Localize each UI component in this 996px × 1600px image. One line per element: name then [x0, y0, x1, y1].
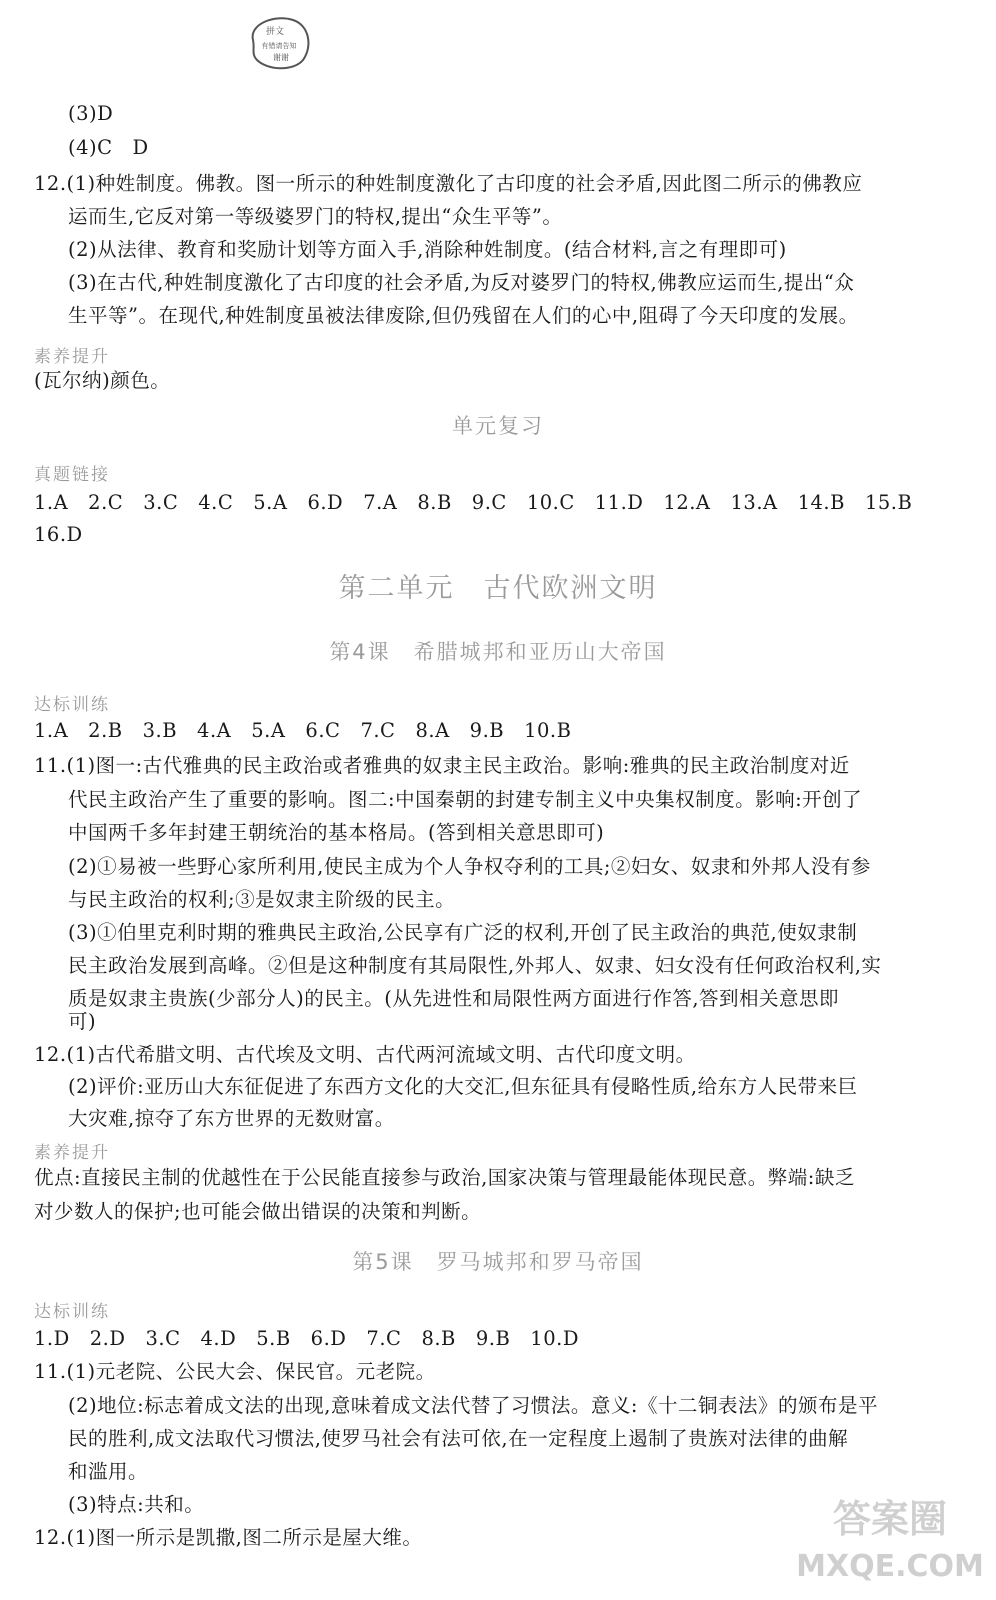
seal-stamp-icon [245, 12, 315, 72]
section-heading: 素养提升 [34, 1143, 110, 1163]
answer-line: 和滥用。 [68, 1460, 149, 1483]
answer-line: 民主政治发展到高峰。②但是这种制度有其局限性,外邦人、奴隶、妇女没有任何政治权利,实 [68, 954, 882, 977]
answer-line: (3)①伯里克利时期的雅典民主政治,公民享有广泛的权利,开创了民主政治的典范,使奴隶制 [68, 921, 858, 944]
lesson-title: 第5课 罗马城邦和罗马帝国 [352, 1250, 644, 1274]
answer-line: 1.D 2.D 3.C 4.D 5.B 6.D 7.C 8.B 9.B 10.D [34, 1327, 579, 1350]
answer-line: 中国两千多年封建王朝统治的基本格局。(答到相关意思即可) [68, 821, 605, 844]
svg-text:答案圈: 答案圈 [832, 1497, 948, 1541]
lesson-title: 第4课 希腊城邦和亚历山大帝国 [329, 640, 667, 664]
section-heading: 达标训练 [34, 695, 110, 715]
answer-line: (2)评价:亚历山大东征促进了东西方文化的大交汇,但东征具有侵略性质,给东方人民带来巨 [68, 1075, 858, 1098]
answer-line: 生平等”。在现代,种姓制度虽被法律废除,但仍残留在人们的心中,阻碍了今天印度的发展。 [68, 304, 859, 327]
answer-line: 代民主政治产生了重要的影响。图二:中国秦朝的封建专制主义中央集权制度。影响:开创了 [68, 788, 863, 811]
answer-line: 16.D [34, 523, 83, 546]
answer-line: 1.A 2.B 3.B 4.A 5.A 6.C 7.C 8.A 9.B 10.B [34, 719, 572, 742]
answer-line: 12.(1)古代希腊文明、古代埃及文明、古代两河流域文明、古代印度文明。 [34, 1043, 696, 1066]
answer-line: 12.(1)种姓制度。佛教。图一所示的种姓制度激化了古印度的社会矛盾,因此图二所示的佛教应 [34, 172, 863, 195]
answer-line: 11.(1)图一:古代雅典的民主政治或者雅典的奴隶主民主政治。影响:雅典的民主政治制度对近 [34, 754, 850, 777]
answer-line: (瓦尔纳)颜色。 [34, 369, 171, 392]
answer-line: (4)C D [68, 136, 149, 159]
svg-text:MXQE.COM: MXQE.COM [796, 1549, 984, 1584]
answer-line: 1.A 2.C 3.C 4.C 5.A 6.D 7.A 8.B 9.C 10.C 11.D 12.A 13.A 14.B 15.B [34, 491, 913, 514]
answer-line: (3)特点:共和。 [68, 1493, 205, 1516]
answer-line: 与民主政治的权利;③是奴隶主阶级的民主。 [68, 888, 456, 911]
svg-text:谢谢: 谢谢 [273, 53, 289, 62]
unit-title: 第二单元 古代欧洲文明 [338, 573, 658, 604]
unit-review-title: 单元复习 [452, 414, 544, 438]
answer-line: 12.(1)图一所示是凯撒,图二所示是屋大维。 [34, 1526, 423, 1549]
answer-line: (3)D [68, 102, 114, 125]
answer-line: 11.(1)元老院、公民大会、保民官。元老院。 [34, 1360, 436, 1383]
answer-line: 民的胜利,成文法取代习惯法,使罗马社会有法可依,在一定程度上遏制了贵族对法律的曲解 [68, 1427, 849, 1450]
section-heading: 真题链接 [34, 465, 110, 485]
answer-line: (2)①易被一些野心家所利用,使民主成为个人争权夺利的工具;②妇女、奴隶和外邦人没有参 [68, 855, 871, 878]
answer-line: 对少数人的保护;也可能会做出错误的决策和判断。 [34, 1200, 482, 1223]
svg-text:拼文: 拼文 [265, 27, 285, 37]
answer-line: 大灾难,掠夺了东方世界的无数财富。 [68, 1107, 395, 1130]
answer-line: (2)地位:标志着成文法的出现,意味着成文法代替了习惯法。意义:《十二铜表法》的颁布是平 [68, 1394, 878, 1417]
answer-line: 优点:直接民主制的优越性在于公民能直接参与政治,国家决策与管理最能体现民意。弊端:缺乏 [34, 1166, 855, 1189]
svg-text:有错请告知: 有错请告知 [261, 42, 297, 50]
section-heading: 素养提升 [34, 347, 110, 367]
section-heading: 达标训练 [34, 1302, 110, 1322]
answer-line: (2)从法律、教育和奖励计划等方面入手,消除种姓制度。(结合材料,言之有理即可) [68, 238, 787, 261]
watermark-logo-icon [790, 1490, 990, 1590]
answer-line: (3)在古代,种姓制度激化了古印度的社会矛盾,为反对婆罗门的特权,佛教应运而生,提出“众 [68, 271, 855, 294]
answer-line: 运而生,它反对第一等级婆罗门的特权,提出“众生平等”。 [68, 205, 563, 228]
answer-line: 质是奴隶主贵族(少部分人)的民主。(从先进性和局限性两方面进行作答,答到相关意思即 [68, 987, 840, 1010]
answer-line: 可) [68, 1010, 97, 1033]
